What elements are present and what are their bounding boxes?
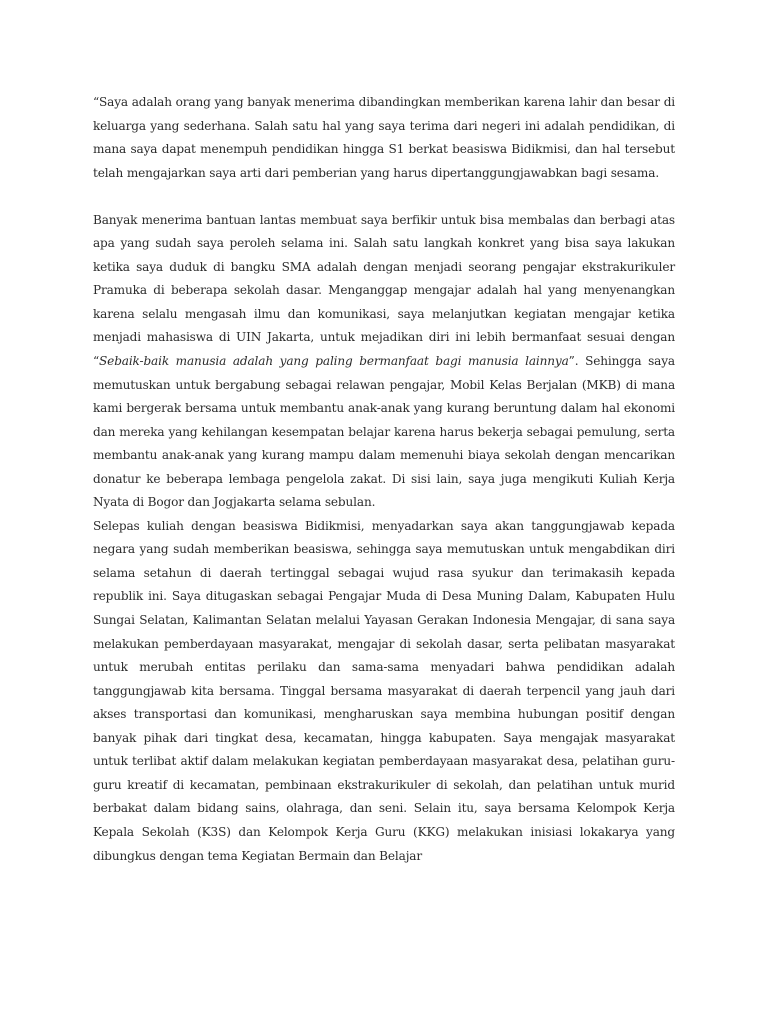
paragraph-spacer [93, 185, 675, 209]
document-body [93, 91, 675, 868]
paragraph-2-text-start: Banyak menerima bantuan lantas membuat saya berfikir untuk bisa membalas dan berbagi atas apa yang sudah saya peroleh selama ini. Salah satu langkah konkret yang bisa saya lakukan ketika saya duduk di bangku SMA adalah dengan menjadi seorang pengajar ekstrakurikuler Pramuka di beberapa sekolah dasar. Menganggap mengajar adalah hal yang menyenangkan karena selalu mengasah ilmu dan komunikasi, saya melanjutkan kegiatan mengajar ketika menjadi mahasiswa di UIN Jakarta, untuk mejadikan diri ini lebih bermanfaat sesuai dengan “ [93, 212, 675, 369]
paragraph-3: Selepas kuliah dengan beasiswa Bidikmisi, menyadarkan saya akan tanggungjawab kepada negara yang sudah memberikan beasiswa, sehingga saya memutuskan untuk mengabdikan diri selama setahun di daerah tertinggal sebagai wujud rasa syukur dan terimakasih kepada republik ini. Saya ditugaskan sebagai Pengajar Muda di Desa Muning Dalam, Kabupaten Hulu Sungai Selatan, Kalimantan Selatan melalui Yayasan Gerakan Indonesia Mengajar, di sana saya melakukan pemberdayaan masyarakat, mengajar di sekolah dasar, serta pelibatan masyarakat untuk merubah entitas perilaku dan sama-sama menyadari bahwa pendidikan adalah tanggungjawab kita bersama. Tinggal bersama masyarakat di daerah terpencil yang jauh dari akses transportasi dan komunikasi, mengharuskan saya membina hubungan positif dengan banyak pihak dari tingkat desa, kecamatan, hingga kabupaten. Saya mengajak masyarakat untuk terlibat aktif dalam melakukan kegiatan pemberdayaan masyarakat desa, pelatihan guru-guru kreatif di kecamatan, pembinaan ekstrakurikuler di sekolah, dan pelatihan untuk murid berbakat dalam bidang sains, olahraga, dan seni. Selain itu, saya bersama Kelompok Kerja Kepala Sekolah (K3S) dan Kelompok Kerja Guru (KKG) melakukan inisiasi lokakarya yang dibungkus dengan tema Kegiatan Bermain dan Belajar [93, 518, 675, 863]
paragraph-2-text-end: ”. Sehingga saya memutuskan untuk bergabung sebagai relawan pengajar, Mobil Kelas Berjalan (MKB) di mana kami bergerak bersama untuk membantu anak-anak yang kurang beruntung dalam hal ekonomi dan mereka yang kehilangan kesempatan belajar karena harus bekerja sebagai pemulung, serta membantu anak-anak yang kurang mampu dalam memenuhi biaya sekolah dengan mencarikan donatur ke beberapa lembaga pengelola zakat. Di sisi lain, saya juga mengikuti Kuliah Kerja Nyata di Bogor dan Jogjakarta selama sebulan. [93, 354, 675, 510]
paragraph-2 [93, 209, 675, 515]
paragraph-2-quote: Sebaik-baik manusia adalah yang paling bermanfaat bagi manusia lainnya [99, 354, 569, 369]
paragraph-1: “Saya adalah orang yang banyak menerima dibandingkan memberikan karena lahir dan besar di keluarga yang sederhana. Salah satu hal yang saya terima dari negeri ini adalah pendidikan, di mana saya dapat menempuh pendidikan hingga S1 berkat beasiswa Bidikmisi, dan hal tersebut telah mengajarkan saya arti dari pemberian yang harus dipertanggungjawabkan bagi sesama. [93, 95, 675, 180]
